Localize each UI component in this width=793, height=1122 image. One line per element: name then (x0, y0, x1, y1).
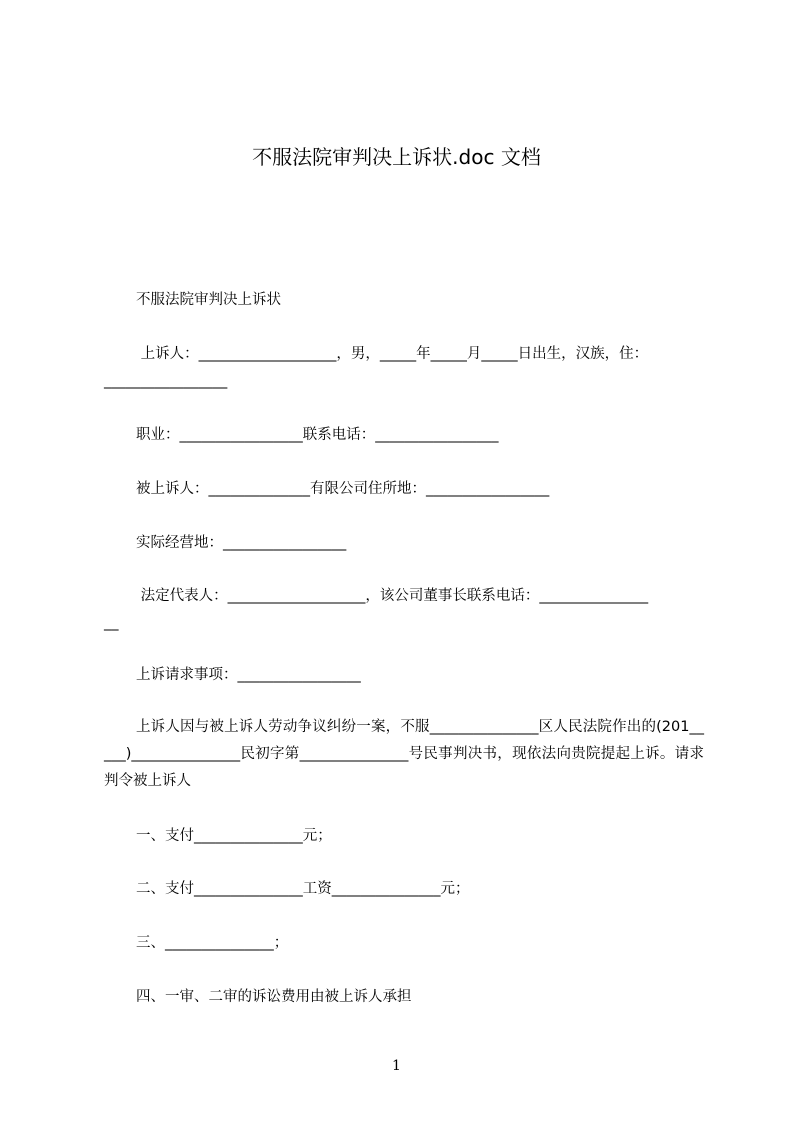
request-item-2: 二、支付_______________工资_______________元； (136, 881, 470, 897)
appellant-line: 上诉人：___________________，男，_____年_____月_____日出生，汉族，住： (136, 346, 649, 362)
request-item-4: 四、一审、二审的诉讼费用由被上诉人承担 (136, 989, 412, 1005)
page-number: 1 (392, 1058, 401, 1074)
legal-rep-line: 法定代表人：___________________，该公司董事长联系电话：_______________ (136, 588, 649, 604)
body-heading: 不服法院审判决上诉状 (136, 292, 281, 308)
appellant-line-cont: _________________ (104, 373, 228, 389)
legal-rep-line-cont: __ (104, 615, 119, 631)
request-item-3: 三、_______________； (136, 935, 289, 951)
occupation-line: 职业：_________________联系电话：_________________ (136, 427, 499, 443)
request-item-1: 一、支付_______________元； (136, 828, 332, 844)
request-line: 上诉请求事项：_________________ (136, 667, 361, 683)
appellee-line: 被上诉人：______________有限公司住所地：_________________ (136, 481, 550, 497)
document-title: 不服法院审判决上诉状.doc 文档 (252, 145, 541, 169)
business-address-line: 实际经营地：_________________ (136, 535, 347, 551)
reason-paragraph: 上诉人因与被上诉人劳动争议纠纷一案，不服_______________区人民法院作出的(201_____)_______________民初字第_______________号民事判决书，现依法向贵院提起上诉。请求判令被上诉人 (104, 719, 704, 789)
